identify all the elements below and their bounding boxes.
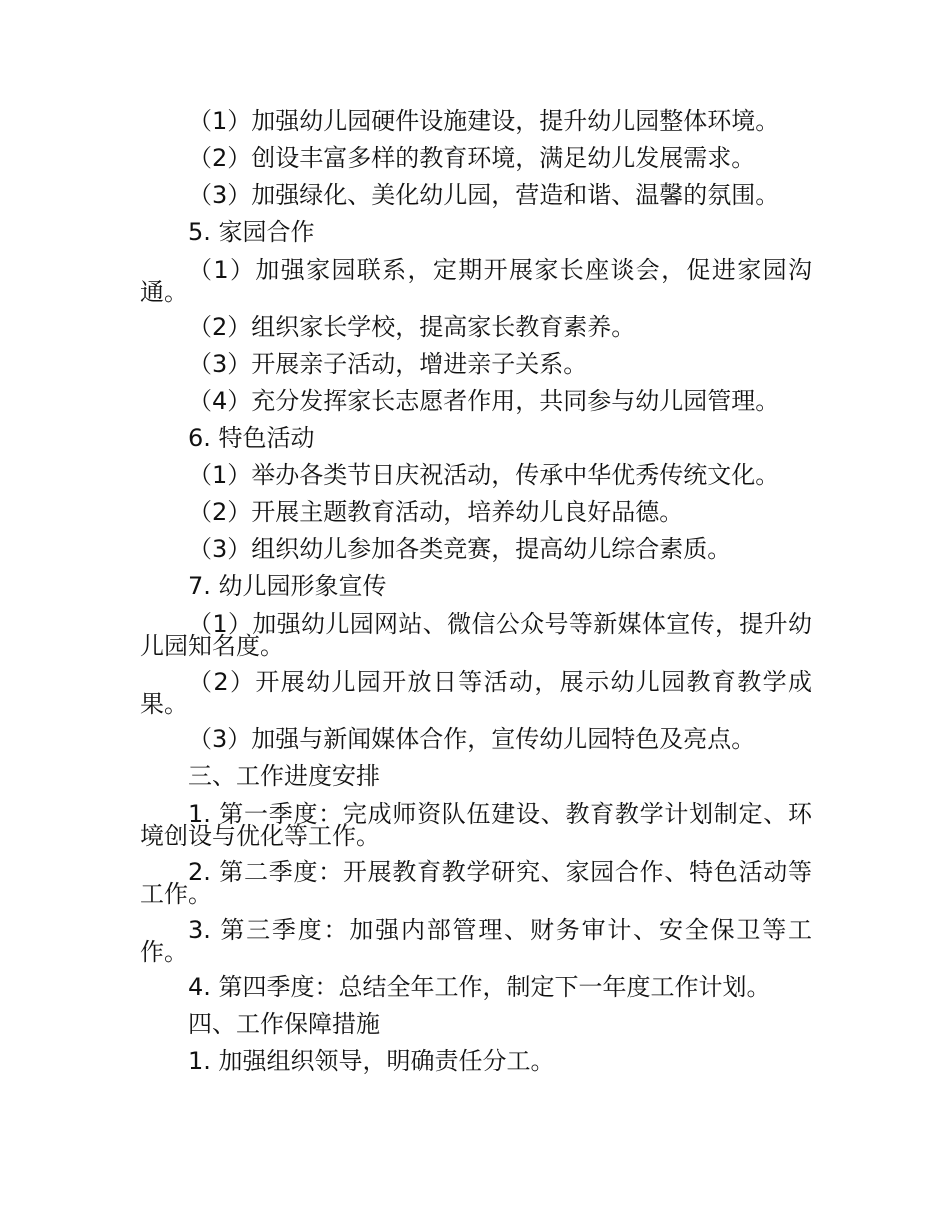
chapter-heading: 三、工作进度安排 [188, 762, 380, 790]
paragraph-item: （3）加强绿化、美化幼儿园，营造和谐、温馨的氛围。 [188, 181, 780, 209]
schedule-item: 3. 第三季度：加强内部管理、财务审计、安全保卫等工作。 [140, 916, 812, 966]
paragraph-item: （4）充分发挥家长志愿者作用，共同参与幼儿园管理。 [188, 387, 780, 415]
paragraph-item: （1）举办各类节日庆祝活动，传承中华优秀传统文化。 [188, 461, 780, 489]
chapter-heading: 四、工作保障措施 [188, 1010, 380, 1038]
section-heading: 7. 幼儿园形象宣传 [188, 572, 387, 600]
paragraph-item: （2）开展主题教育活动，培养幼儿良好品德。 [188, 498, 684, 526]
paragraph-item: （1）加强幼儿园硬件设施建设，提升幼儿园整体环境。 [188, 107, 780, 135]
schedule-item: 4. 第四季度：总结全年工作，制定下一年度工作计划。 [188, 973, 771, 1001]
paragraph-item: （3）加强与新闻媒体合作，宣传幼儿园特色及亮点。 [188, 725, 756, 753]
measure-item: 1. 加强组织领导，明确责任分工。 [188, 1047, 555, 1075]
paragraph-item: （1）加强家园联系，定期开展家长座谈会，促进家园沟通。 [140, 256, 812, 306]
paragraph-item: （2）创设丰富多样的教育环境，满足幼儿发展需求。 [188, 144, 756, 172]
document-body [140, 103, 812, 1080]
schedule-item: 2. 第二季度：开展教育教学研究、家园合作、特色活动等工作。 [140, 858, 812, 908]
paragraph-item: （1）加强幼儿园网站、微信公众号等新媒体宣传，提升幼儿园知名度。 [140, 610, 812, 660]
section-heading: 5. 家园合作 [188, 218, 315, 246]
paragraph-item: （3）开展亲子活动，增进亲子关系。 [188, 350, 588, 378]
paragraph-item: （2）开展幼儿园开放日等活动，展示幼儿园教育教学成果。 [140, 668, 812, 718]
schedule-item: 1. 第一季度：完成师资队伍建设、教育教学计划制定、环境创设与优化等工作。 [140, 800, 812, 850]
section-heading: 6. 特色活动 [188, 424, 315, 452]
paragraph-item: （2）组织家长学校，提高家长教育素养。 [188, 313, 636, 341]
paragraph-item: （3）组织幼儿参加各类竞赛，提高幼儿综合素质。 [188, 535, 732, 563]
